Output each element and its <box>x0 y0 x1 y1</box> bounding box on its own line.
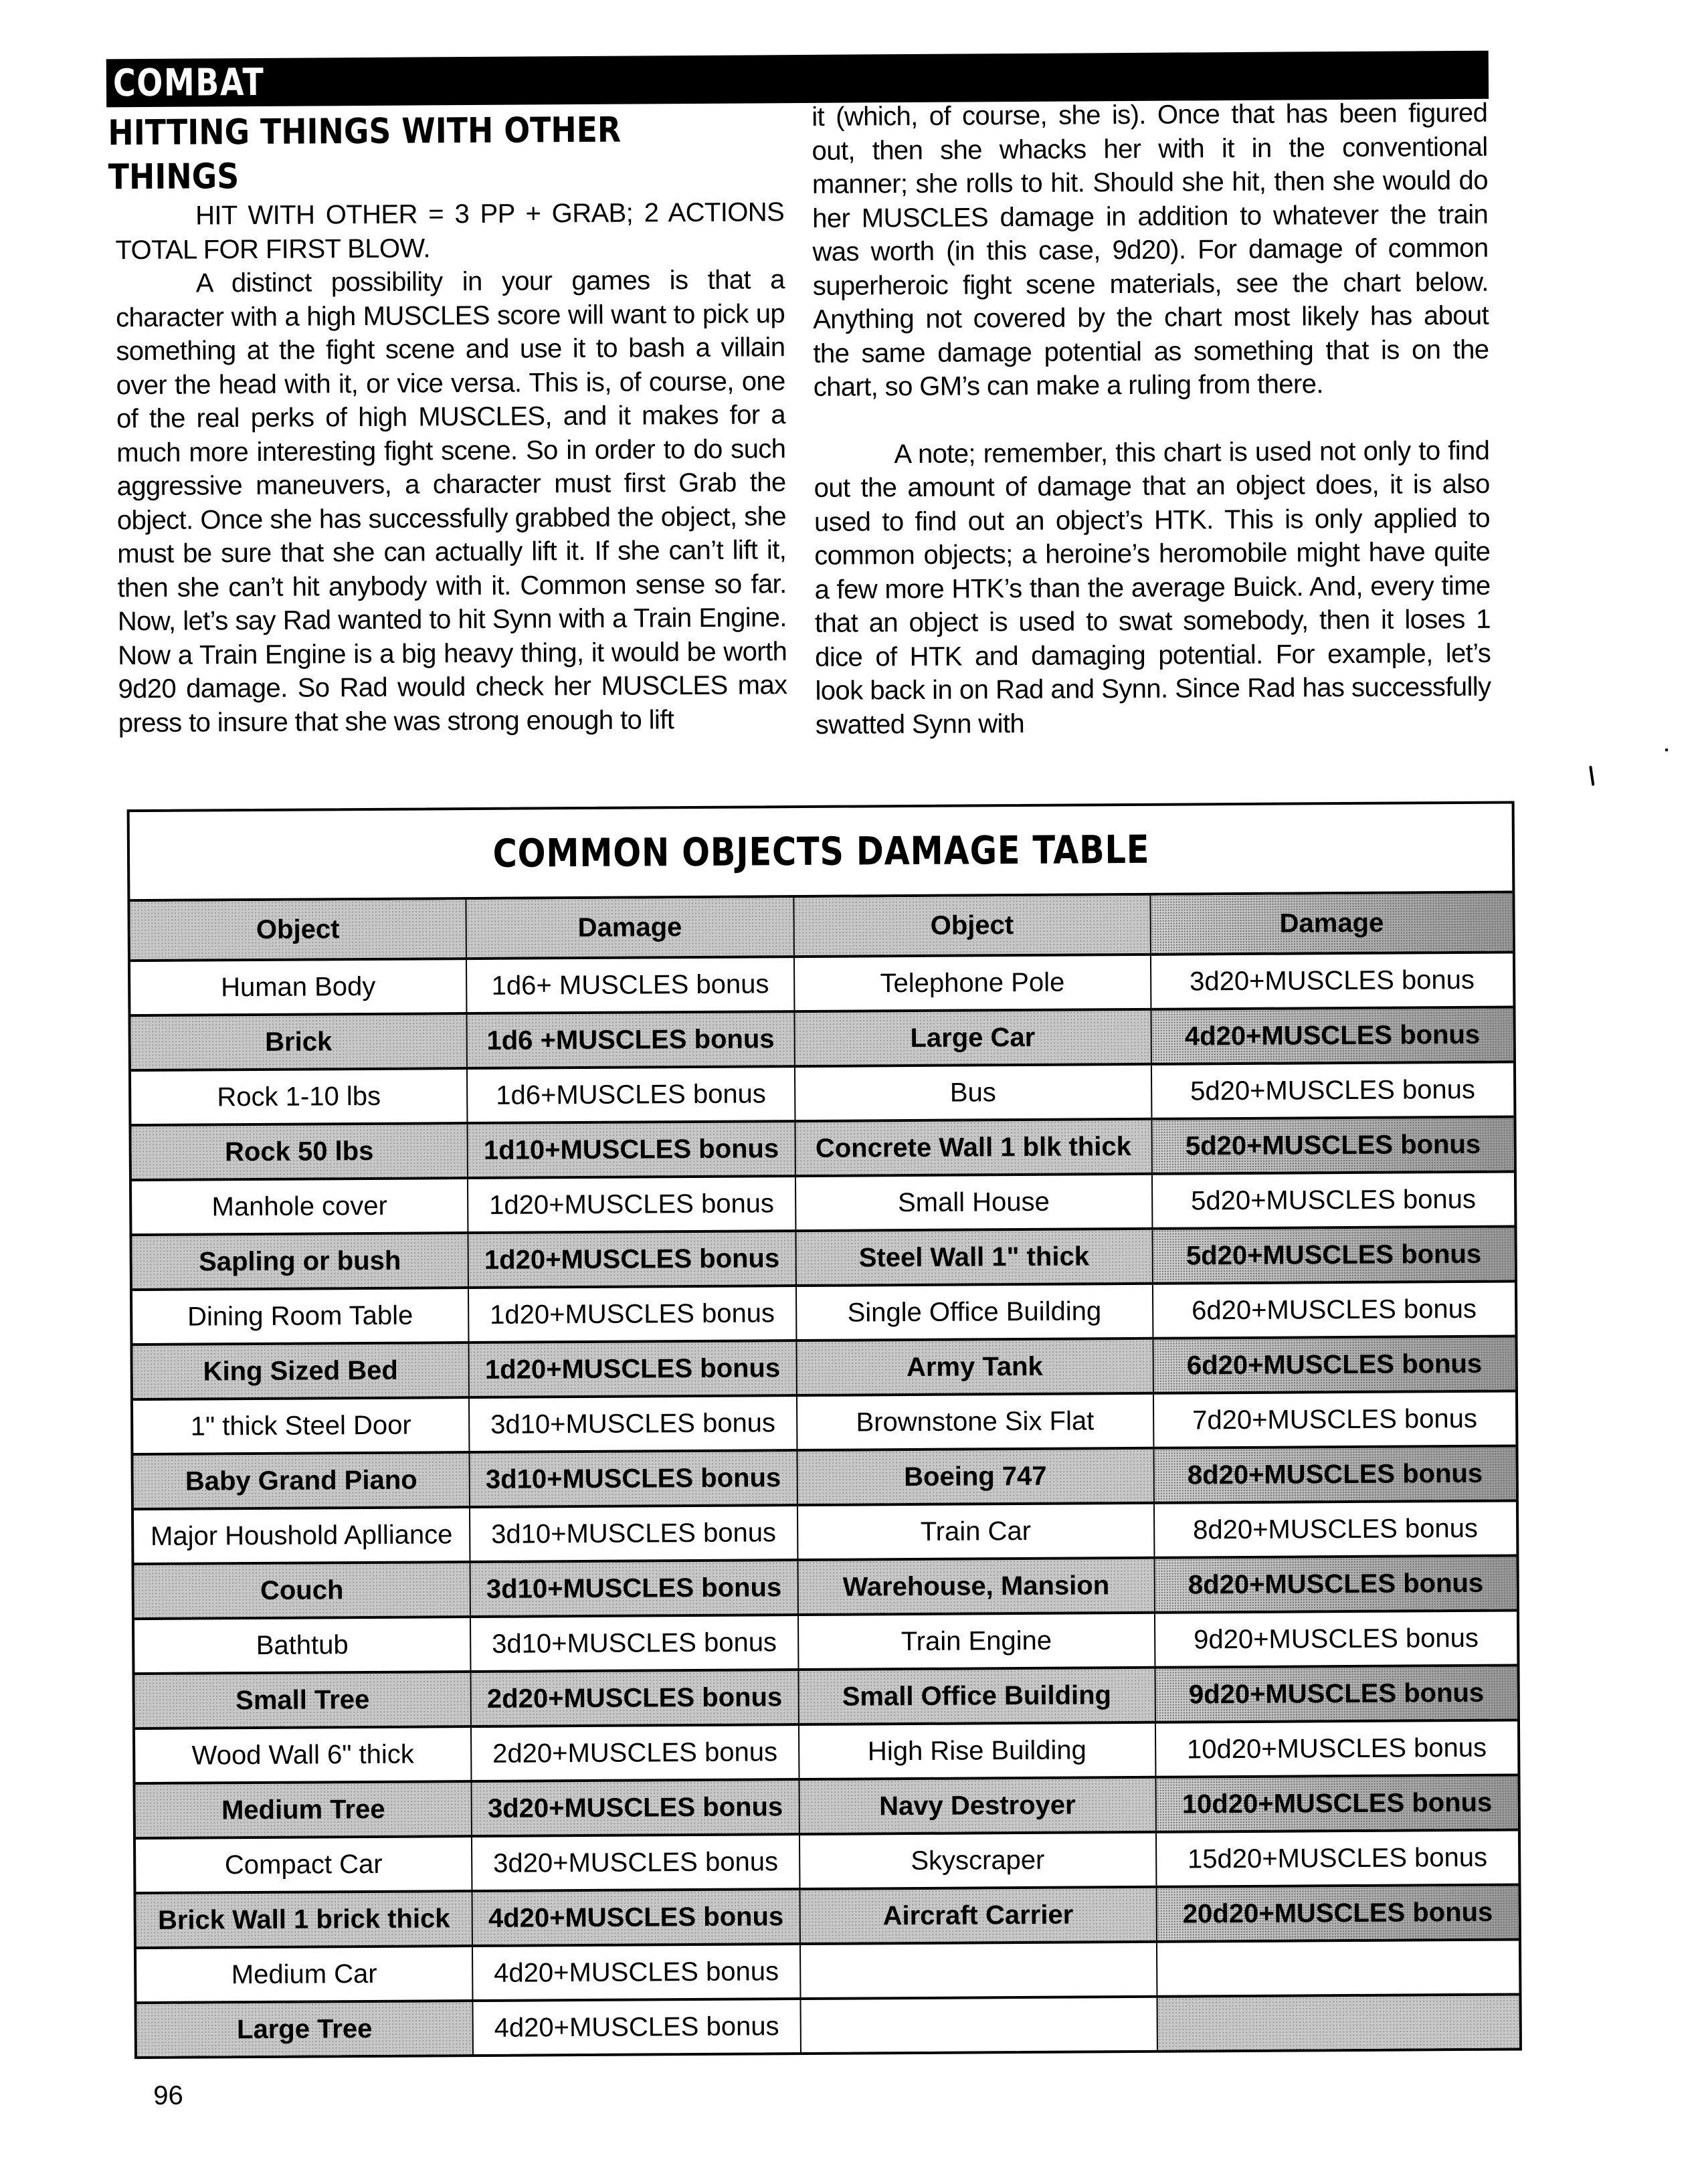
damage-cell: 3d20+MUSCLES bonus <box>472 1779 799 1836</box>
table-row <box>131 1062 1513 1126</box>
table-row <box>136 1884 1518 1948</box>
object-cell: Rock 50 lbs <box>131 1123 468 1180</box>
object-cell: Brick <box>130 1013 467 1070</box>
table-title <box>130 804 1513 902</box>
header-object: Object <box>793 896 1151 957</box>
object-cell: Warehouse, Mansion <box>797 1558 1155 1615</box>
table-row <box>134 1610 1517 1674</box>
damage-cell: 1d20+MUSCLES bonus <box>469 1341 797 1397</box>
table-row <box>135 1720 1517 1783</box>
table-row <box>132 1227 1514 1290</box>
object-cell: Steel Wall 1" thick <box>795 1229 1153 1286</box>
damage-cell: 5d20+MUSCLES bonus <box>1151 1117 1514 1174</box>
object-cell: Rock 1-10 lbs <box>131 1068 468 1125</box>
damage-cell: 15d20+MUSCLES bonus <box>1156 1829 1519 1886</box>
object-cell: Small Office Building <box>798 1668 1155 1724</box>
table-row <box>134 1555 1516 1619</box>
object-cell <box>800 1997 1157 2052</box>
object-cell: Train Car <box>797 1503 1155 1560</box>
damage-cell: 20d20+MUSCLES bonus <box>1156 1884 1519 1941</box>
header-object: Object <box>130 900 466 961</box>
damage-cell: 3d10+MUSCLES bonus <box>470 1450 797 1507</box>
damage-cell: 4d20+MUSCLES bonus <box>472 1889 800 1946</box>
rule-summary: HIT WITH OTHER = 3 PP + GRAB; 2 ACTIONS TOTAL FOR FIRST BLOW. <box>115 197 785 265</box>
damage-cell: 1d6 +MUSCLES bonus <box>467 1011 795 1068</box>
damage-cell: 3d10+MUSCLES bonus <box>470 1560 798 1617</box>
table-row <box>132 1336 1515 1400</box>
header-damage: Damage <box>466 898 793 959</box>
object-cell: Dining Room Table <box>132 1288 469 1345</box>
damage-table <box>127 801 1522 2059</box>
object-cell: Medium Car <box>136 1946 473 2003</box>
object-cell: Sapling or bush <box>132 1233 468 1290</box>
object-cell: Brick Wall 1 brick thick <box>136 1891 472 1948</box>
object-cell: Single Office Building <box>796 1284 1153 1341</box>
damage-cell <box>1157 1994 1519 2050</box>
damage-cell: 7d20+MUSCLES bonus <box>1153 1391 1516 1448</box>
header-damage: Damage <box>1150 894 1513 955</box>
damage-cell: 5d20+MUSCLES bonus <box>1152 1172 1515 1229</box>
table-row <box>131 1117 1513 1181</box>
object-cell: Concrete Wall 1 blk thick <box>795 1119 1152 1176</box>
table-row <box>133 1446 1515 1510</box>
object-cell: 1" thick Steel Door <box>133 1397 470 1454</box>
damage-cell: 1d20+MUSCLES bonus <box>468 1231 796 1288</box>
table-row <box>134 1665 1517 1728</box>
table-header-row <box>130 894 1512 961</box>
damage-cell: 5d20+MUSCLES bonus <box>1152 1227 1515 1284</box>
object-cell: Aircraft Carrier <box>799 1887 1157 1944</box>
object-cell: Telephone Pole <box>794 955 1151 1011</box>
paragraph-spacer <box>814 400 1489 437</box>
damage-cell: 2d20+MUSCLES bonus <box>471 1724 799 1781</box>
object-cell: King Sized Bed <box>132 1343 469 1399</box>
object-cell: Wood Wall 6" thick <box>135 1726 472 1783</box>
table-row <box>136 1829 1518 1893</box>
damage-cell: 3d10+MUSCLES bonus <box>470 1505 797 1562</box>
object-cell: Couch <box>134 1562 470 1619</box>
damage-cell: 3d20+MUSCLES bonus <box>1151 953 1513 1009</box>
object-cell: Bus <box>795 1064 1152 1121</box>
damage-cell: 9d20+MUSCLES bonus <box>1155 1665 1517 1722</box>
page-number: 96 <box>153 2080 183 2110</box>
left-text-column <box>115 195 787 740</box>
section-heading: HITTING THINGS WITH OTHER THINGS <box>108 110 622 198</box>
table-row <box>135 1775 1517 1838</box>
damage-cell: 1d10+MUSCLES bonus <box>468 1121 795 1178</box>
object-cell: Small House <box>795 1174 1153 1231</box>
object-cell: Small Tree <box>134 1672 471 1728</box>
damage-cell: 10d20+MUSCLES bonus <box>1155 1720 1518 1777</box>
body-paragraph: it (which, of course, she is). Once that has been figured out, then she whacks her with it in the conventional manner; she rolls to hit. Should she hit, then she would do her MUSCLES damage in addition to whatever the train was worth (in this case, 9d20). For damage of common superheroic fight scene materials, see the chart below. Anything not covered by the chart most likely has about the same damage potential as something that is on the chart, so GM’s can make a ruling from there. <box>812 98 1489 402</box>
object-cell: Navy Destroyer <box>799 1777 1156 1834</box>
damage-cell: 6d20+MUSCLES bonus <box>1153 1336 1515 1393</box>
damage-cell: 4d20+MUSCLES bonus <box>472 1944 800 2001</box>
right-text-column <box>812 96 1491 742</box>
damage-cell <box>1157 1939 1519 1996</box>
object-cell: Manhole cover <box>132 1178 468 1235</box>
damage-cell: 6d20+MUSCLES bonus <box>1153 1282 1515 1338</box>
damage-cell: 3d20+MUSCLES bonus <box>472 1834 799 1891</box>
damage-cell: 10d20+MUSCLES bonus <box>1155 1775 1518 1831</box>
object-cell: Baby Grand Piano <box>133 1452 470 1509</box>
table-row <box>132 1282 1515 1345</box>
body-paragraph: A note; remember, this chart is used not only to find out the amount of damage that an object does, it is also used to find out an object’s HTK. This is only applied to common objects; a heroine’s heromobile might have quite a few more HTK’s than the average Buick. And, every time that an object is used to swat somebody, then it loses 1 dice of HTK and damaging potential. For example, let’s look back in on Rad and Synn. Since Rad has successfully swatted Synn with <box>814 435 1491 740</box>
scan-artifact <box>1665 749 1668 751</box>
damage-cell: 8d20+MUSCLES bonus <box>1153 1446 1516 1503</box>
scan-artifact <box>1589 766 1594 786</box>
damage-table-grid <box>130 894 1519 2057</box>
object-cell: Boeing 747 <box>797 1448 1154 1505</box>
table-row <box>136 1939 1519 2003</box>
damage-cell: 4d20+MUSCLES bonus <box>473 1999 801 2054</box>
object-cell: Bathtub <box>134 1617 471 1674</box>
damage-cell: 2d20+MUSCLES bonus <box>471 1670 799 1726</box>
object-cell: Army Tank <box>796 1338 1153 1395</box>
object-cell: Skyscraper <box>799 1832 1157 1889</box>
table-row <box>130 1007 1513 1071</box>
damage-cell: 5d20+MUSCLES bonus <box>1151 1062 1514 1119</box>
damage-cell: 8d20+MUSCLES bonus <box>1154 1555 1517 1612</box>
object-cell: Large Tree <box>136 2001 473 2056</box>
damage-cell: 1d6+ MUSCLES bonus <box>466 957 794 1013</box>
damage-cell: 8d20+MUSCLES bonus <box>1154 1501 1517 1558</box>
object-cell: Human Body <box>130 959 467 1015</box>
table-row <box>132 1172 1514 1235</box>
table-row <box>130 953 1513 1016</box>
chapter-title: COMBAT <box>112 60 265 106</box>
table-row <box>136 1994 1519 2056</box>
damage-cell: 1d6+MUSCLES bonus <box>467 1066 795 1123</box>
table-title-text: COMMON OBJECTS DAMAGE TABLE <box>492 826 1150 876</box>
body-paragraph: A distinct possibility in your games is that a character with a high MUSCLES score will want to pick up something at the fight scene and use it to bash a villain over the head with it, or vice versa. This is, of course, one of the real perks of high MUSCLES, and it makes for a much more interesting fight scene. So in order to do such aggressive maneuvers, a character must first Grab the object. Once she has successfully grabbed the object, she must be sure that she can actually lift it. If she can’t lift it, then she can’t hit anybody with it. Common sense so far. Now, let’s say Rad wanted to hit Synn with a Train Engine. Now a Train Engine is a big heavy thing, it would be worth 9d20 damage. So Rad would check her MUSCLES max press to insure that she was strong enough to lift <box>115 265 787 738</box>
table-row <box>133 1391 1515 1455</box>
damage-cell: 9d20+MUSCLES bonus <box>1155 1610 1517 1667</box>
table-row <box>134 1501 1516 1565</box>
damage-cell: 4d20+MUSCLES bonus <box>1151 1007 1513 1064</box>
damage-cell: 3d10+MUSCLES bonus <box>469 1395 797 1452</box>
object-cell: Brownstone Six Flat <box>797 1393 1154 1450</box>
damage-cell: 1d20+MUSCLES bonus <box>468 1286 796 1343</box>
object-cell: Compact Car <box>136 1836 472 1893</box>
object-cell <box>800 1942 1157 1999</box>
object-cell: Large Car <box>794 1009 1151 1066</box>
object-cell: High Rise Building <box>799 1722 1156 1779</box>
object-cell: Major Houshold Aplliance <box>134 1507 470 1564</box>
object-cell: Train Engine <box>798 1613 1155 1670</box>
damage-cell: 3d10+MUSCLES bonus <box>470 1615 798 1672</box>
object-cell: Medium Tree <box>135 1781 472 1838</box>
damage-cell: 1d20+MUSCLES bonus <box>468 1176 795 1233</box>
